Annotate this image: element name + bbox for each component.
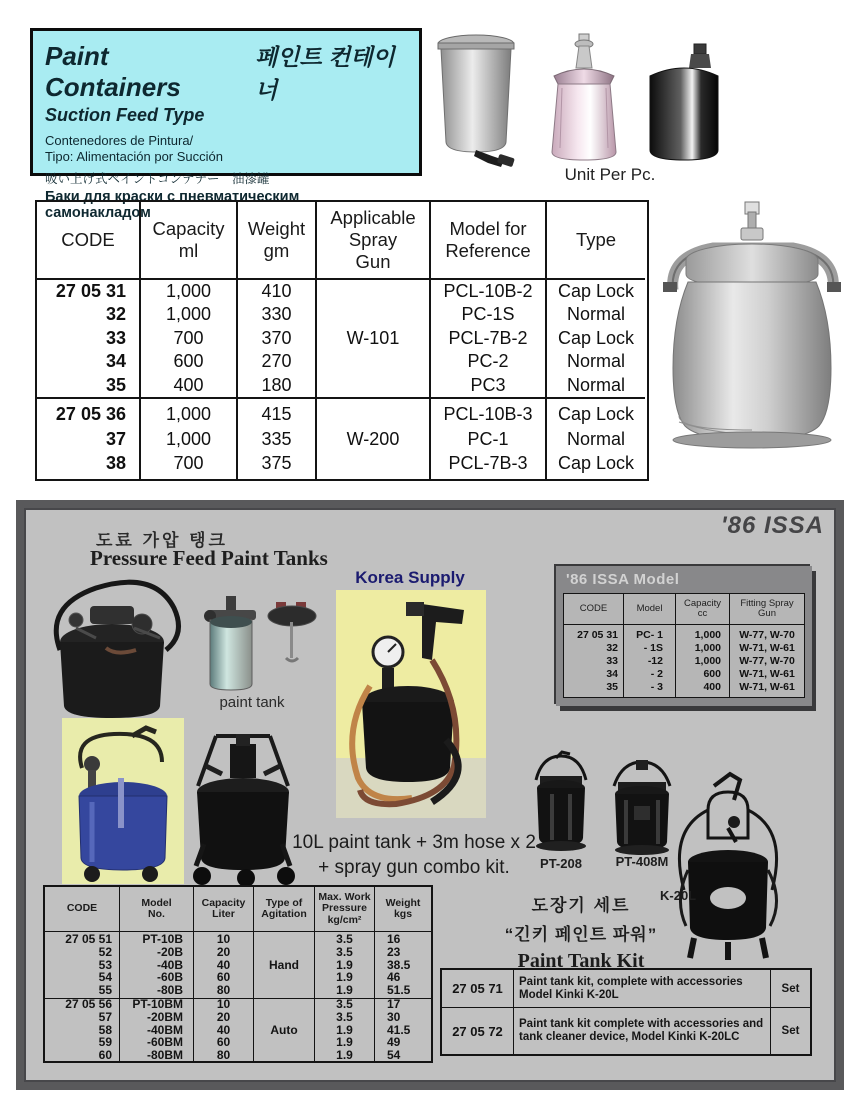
pt-408m-photo [606, 758, 678, 856]
kit-row1-unit: Set [771, 970, 810, 1008]
tank-cell-codes-hand: 27 05 51 52 53 54 55 [45, 932, 120, 999]
cell-codes-group1: 27 05 31 32 33 34 35 [37, 280, 141, 399]
issa-col-capacity: Capacity cc [676, 594, 730, 625]
issa-col-gun: Fitting Spray Gun [730, 594, 804, 625]
issa-model-table [563, 593, 805, 698]
chrome-paint-tank-photo [200, 594, 262, 694]
tank-cell-agitation-hand: Hand [254, 932, 315, 999]
issa-model-box-title: '86 ISSA Model [566, 571, 680, 588]
korea-supply-combo-photo [336, 590, 486, 818]
pt-208-label: PT-208 [540, 856, 582, 871]
pressure-pot-photo [655, 198, 851, 454]
cell-weight-group2: 415 335 375 [238, 399, 317, 479]
kit-title-korean-2: “긴키 페인트 파워” [504, 925, 658, 944]
cell-type-group2: Cap Lock Normal Cap Lock [557, 404, 635, 474]
section-title-english: Pressure Feed Paint Tanks [90, 546, 328, 570]
issa-model-box [556, 566, 812, 706]
title-spanish: Contenedores de Pintura/ Tipo: Alimentación por Succión [45, 133, 224, 164]
paint-tank-spec-table [43, 885, 433, 1063]
korea-supply-label: Korea Supply [355, 568, 465, 587]
black-pressure-tank-photo [46, 576, 182, 722]
suction-cup-photo [432, 30, 524, 170]
kit-row1-code: 27 05 71 [442, 970, 514, 1008]
issa-cell-capacity: 1,000 1,000 1,000 600 400 [676, 625, 730, 697]
tank-cell-weight-hand: 16 23 38.5 46 51.5 [375, 932, 431, 999]
pressure-feed-panel [16, 500, 844, 1090]
cell-codes-group2: 27 05 36 37 38 [37, 399, 141, 479]
tank-cell-pressure-hand: 3.5 3.5 1.9 1.9 1.9 [315, 932, 375, 999]
cell-model-group2: PCL-10B-3 PC-1 PCL-7B-3 [431, 399, 547, 479]
black-container-photo [642, 42, 726, 164]
k-20l-label: K-20L [660, 888, 697, 903]
cell-weight-group1: 410 330 370 270 180 [238, 280, 317, 399]
pt-408m-label: PT-408M [615, 854, 669, 869]
tank-cell-capacity-auto: 10 20 40 60 80 [194, 999, 254, 1061]
unit-per-pc-label: Unit Per Pc. [564, 165, 656, 184]
tank-col-model: Model No. [120, 887, 194, 932]
tank-cell-models-auto: PT-10BM -20BM -40BM -60BM -80BM [120, 999, 194, 1061]
kit-row2-description: Paint tank kit complete with accessories and tank cleaner device, Model Kinki K-20LC [514, 1008, 771, 1054]
blue-tank-photo [62, 718, 184, 884]
paint-tank-kit-heading [486, 891, 676, 973]
section-title-korean: 도료 가압 탱크 [96, 531, 228, 550]
tank-col-weight: Weight kgs [375, 887, 431, 932]
tank-cell-codes-auto: 27 05 56 57 58 59 60 [45, 999, 120, 1061]
col-header-model: Model for Reference [431, 202, 547, 280]
col-header-code: CODE [37, 202, 141, 280]
col-header-weight: Weight gm [238, 202, 317, 280]
paint-container-table [35, 200, 649, 481]
issa-86-tag: '86 ISSA [720, 512, 824, 539]
col-header-spray-gun: Applicable Spray Gun [317, 202, 431, 280]
col-header-type: Type [547, 202, 645, 280]
k-20l-photo [674, 770, 782, 966]
col-header-capacity: Capacity ml [141, 202, 238, 280]
tank-cell-models-hand: PT-10B -20B -40B -60B -80B [120, 932, 194, 999]
cell-capacity-group2: 1,000 1,000 700 [141, 399, 238, 479]
issa-col-code: CODE [564, 594, 624, 625]
page-title: Paint Containers [45, 41, 181, 102]
kit-title-korean-1: 도장기 세트 [531, 896, 631, 915]
tank-col-code: CODE [45, 887, 120, 932]
cell-type-group1: Cap Lock Normal Cap Lock Normal Normal [547, 280, 645, 399]
kit-row1-description: Paint tank kit, complete with accessories Model Kinki K-20L [514, 970, 771, 1008]
tank-col-pressure: Max. Work Pressure kg/cm² [315, 887, 375, 932]
paint-tank-label: paint tank [219, 694, 285, 711]
kit-row2-code: 27 05 72 [442, 1008, 514, 1054]
title-japanese: 吸い上げ式ペイントコンテナー 油漆罐 [45, 172, 270, 186]
cell-model-group1: PCL-10B-2 PC-1S PCL-7B-2 PC-2 PC3 [431, 280, 547, 399]
pt-208-photo [528, 750, 594, 854]
tank-cell-capacity-hand: 10 20 40 60 80 [194, 932, 254, 999]
pink-container-photo [538, 32, 630, 166]
page-title-korean: 페인트 컨테이너 [254, 44, 395, 103]
issa-cell-models: PC- 1 - 1S -12 - 2 - 3 [624, 625, 676, 697]
tank-cell-weight-auto: 17 30 41.5 49 54 [387, 997, 411, 1063]
issa-cell-codes: 27 05 31 32 33 34 35 [564, 625, 624, 697]
issa-col-model: Model [624, 594, 676, 625]
header-box [30, 28, 422, 221]
kit-row2-unit: Set [781, 1025, 800, 1037]
tank-col-agitation: Type of Agitation [254, 887, 315, 932]
issa-cell-gun: W-77, W-70 W-71, W-61 W-77, W-70 W-71, W-61 W-71, W-61 [739, 628, 795, 693]
combo-kit-caption: 10L paint tank + 3m hose x 2 + spray gun combo kit. [292, 832, 536, 878]
title-russian: Баки для краски с пневматическим самонакладом [45, 189, 300, 221]
page-subtitle: Suction Feed Type [45, 105, 205, 125]
kit-title-english: Paint Tank Kit [517, 950, 645, 972]
cell-gun-group2: W-200 [317, 399, 431, 479]
black-wheeled-tank-photo [186, 726, 300, 888]
tank-cell-agitation-auto: Auto [254, 999, 315, 1061]
tank-col-capacity: Capacity Liter [194, 887, 254, 932]
paint-tank-kit-table [440, 968, 812, 1056]
tank-lid-photo [266, 600, 318, 670]
cell-capacity-group1: 1,000 1,000 700 600 400 [141, 280, 238, 399]
cell-gun-group1: W-101 [317, 280, 431, 399]
tank-cell-pressure-auto: 3.5 3.5 1.9 1.9 1.9 [315, 999, 375, 1061]
